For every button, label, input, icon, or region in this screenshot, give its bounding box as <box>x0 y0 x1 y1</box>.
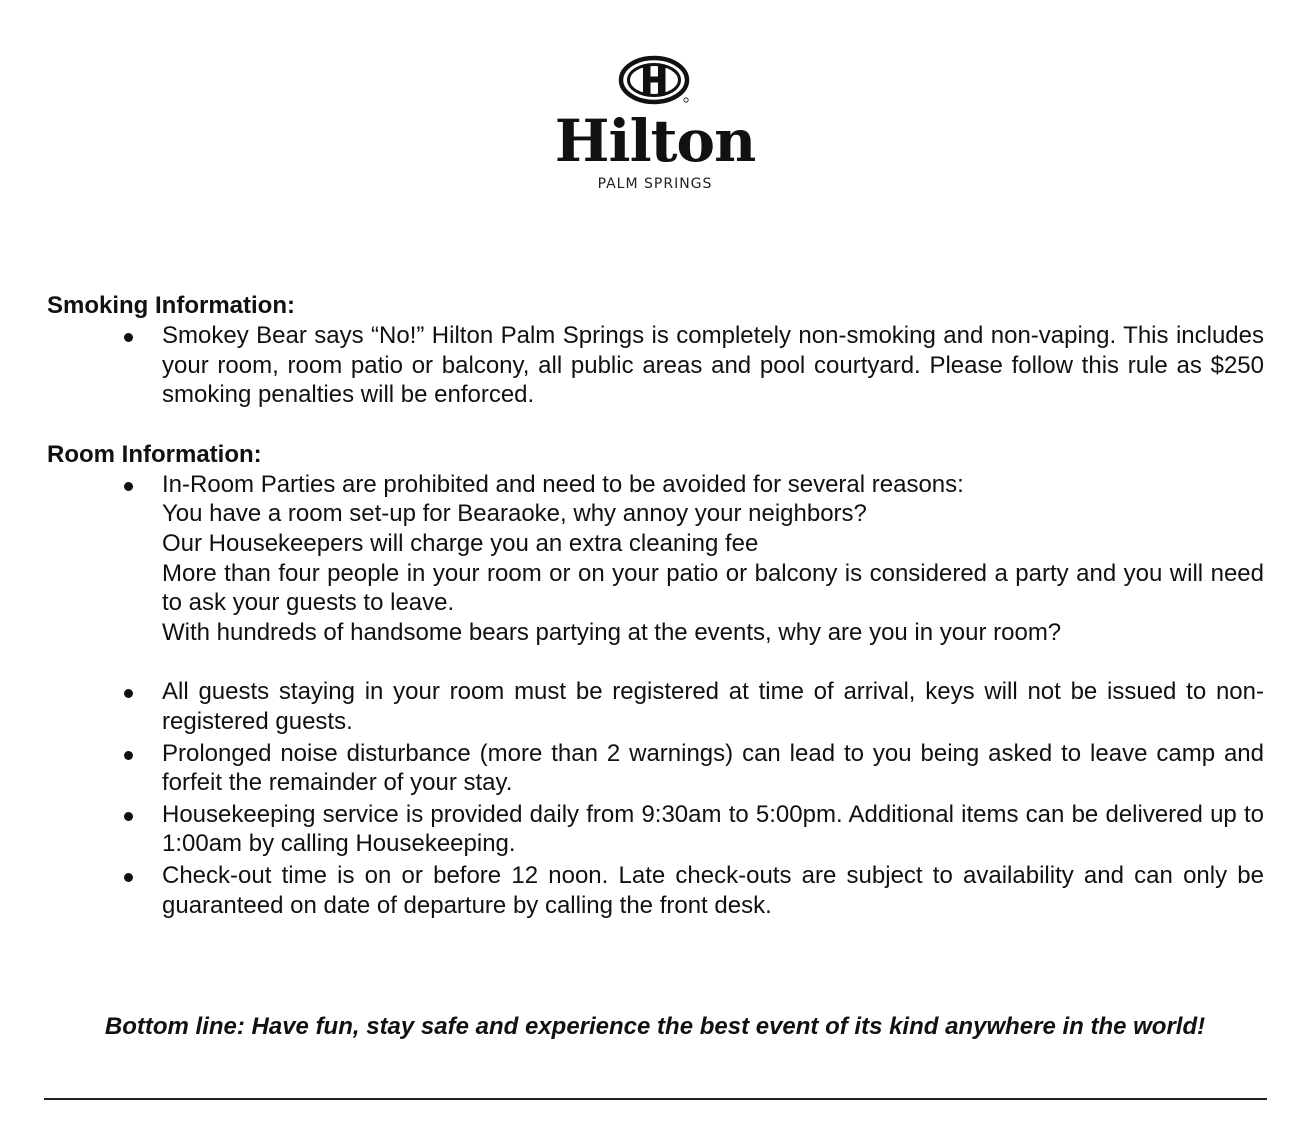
list-item-text: All guests staying in your room must be registered at time of arrival, keys will not be issued to non-registered guests. <box>162 678 1264 735</box>
parties-intro: In-Room Parties are prohibited and need to be avoided for several reasons: <box>162 470 964 498</box>
hilton-logo <box>0 52 1310 192</box>
horizontal-divider <box>44 1098 1267 1100</box>
list-item <box>47 800 1264 859</box>
smoking-section-title: Smoking Information: <box>47 292 295 319</box>
party-reason: With hundreds of handsome bears partying at the events, why are you in your room? <box>162 618 1062 646</box>
list-item-text: Prolonged noise disturbance (more than 2 warnings) can lead to you being asked to leave camp and forfeit the remainder of your stay. <box>162 739 1264 797</box>
bullet-dot-icon <box>124 751 133 760</box>
bullet-dot-icon <box>124 812 133 821</box>
party-reason: More than four people in your room or on your patio or balcony is considered a party and you will need to ask your guests to leave. <box>162 559 1264 617</box>
bullet-dot-icon <box>124 689 133 698</box>
brand-name: Hilton <box>554 107 756 175</box>
party-reason: Our Housekeepers will charge you an extra cleaning fee <box>162 529 759 557</box>
brand-location: PALM SPRINGS <box>597 176 713 192</box>
bottom-line-statement: Bottom line: Have fun, stay safe and experience the best event of its kind anywhere in the world! <box>104 1013 1206 1040</box>
bullet-dot-icon <box>124 333 133 342</box>
list-item <box>47 739 1264 798</box>
list-item-parties <box>47 470 1264 648</box>
list-spacer <box>47 647 1264 677</box>
list-item-text: Housekeeping service is provided daily from 9:30am to 5:00pm. Additional items can be delivered up to 1:00am by calling Housekeeping. <box>162 800 1264 858</box>
list-item-text: Smokey Bear says “No!” Hilton Palm Springs is completely non-smoking and non-vaping. This includes your room, room patio or balcony, all public areas and pool courtyard. Please follow this rule as $250 smoking penalties will be enforced. <box>162 322 1264 409</box>
hilton-h-emblem-icon <box>615 52 695 108</box>
spacer <box>47 410 1264 440</box>
smoking-list <box>47 321 1264 410</box>
bullet-dot-icon <box>124 482 133 491</box>
room-list <box>47 470 1264 920</box>
party-reason: You have a room set-up for Bearaoke, why annoy your neighbors? <box>162 500 867 528</box>
list-item <box>47 321 1264 410</box>
list-item <box>47 861 1264 920</box>
list-item-text: Check-out time is on or before 12 noon. Late check-outs are subject to availability and can only be guaranteed on date of departure by calling the front desk. <box>162 861 1264 919</box>
list-item <box>47 677 1264 736</box>
room-section-title: Room Information: <box>47 440 262 468</box>
bullet-dot-icon <box>124 873 133 882</box>
document-body <box>47 291 1264 920</box>
